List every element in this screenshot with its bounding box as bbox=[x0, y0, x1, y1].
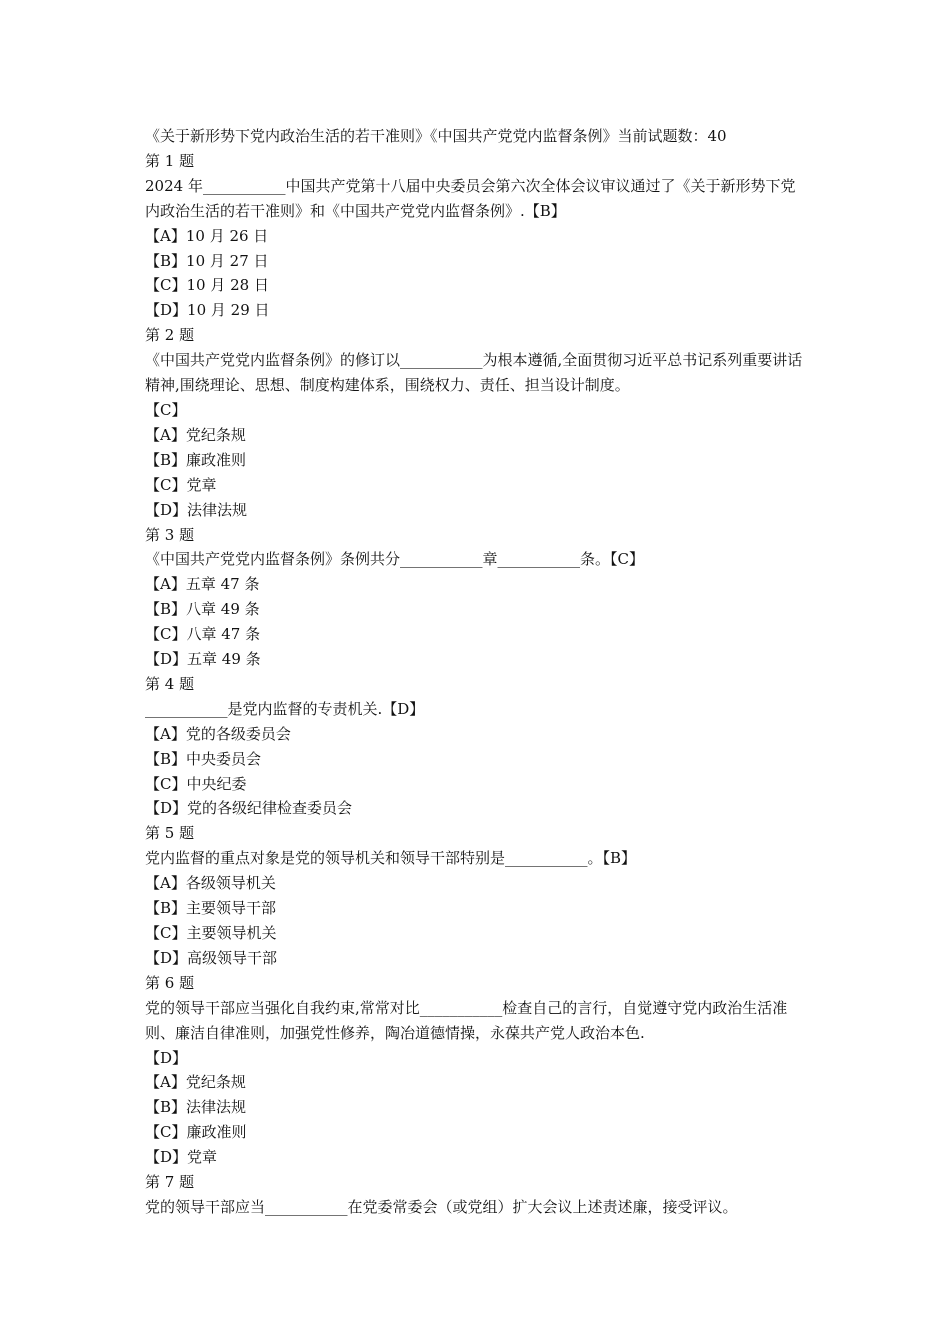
question-answer: 【D】 bbox=[145, 1048, 188, 1067]
document-header: 《关于新形势下党内政治生活的若干准则》《中国共产党党内监督条例》当前试题数：40 bbox=[145, 127, 727, 145]
option-a: 【A】五章 47 条 bbox=[145, 575, 260, 594]
question-3 bbox=[145, 523, 810, 672]
question-6 bbox=[145, 971, 810, 1170]
option-c: 【C】10 月 28 日 bbox=[145, 276, 269, 295]
question-stem: 党的领导干部应当强化自我约束,常常对比___________检查自己的言行，自觉遵守党内政治生活准则、廉洁自律准则，加强党性修养，陶冶道德情操，永葆共产党人政治本色. bbox=[145, 998, 788, 1042]
question-5 bbox=[145, 821, 810, 970]
option-b: 【B】八章 49 条 bbox=[145, 600, 260, 619]
option-d: 【D】法律法规 bbox=[145, 500, 248, 519]
option-c: 【C】中央纪委 bbox=[145, 774, 247, 793]
question-7 bbox=[145, 1170, 810, 1220]
option-b: 【B】10 月 27 日 bbox=[145, 251, 269, 270]
option-d: 【D】党的各级纪律检查委员会 bbox=[145, 799, 353, 818]
question-answer: 【C】 bbox=[145, 400, 187, 419]
option-c: 【C】廉政准则 bbox=[145, 1123, 247, 1142]
option-b: 【B】中央委员会 bbox=[145, 749, 262, 768]
question-1 bbox=[145, 149, 810, 323]
option-a: 【A】党纪条规 bbox=[145, 1073, 246, 1092]
option-d: 【D】五章 49 条 bbox=[145, 650, 261, 669]
question-number: 第 7 题 bbox=[145, 1173, 195, 1192]
question-stem: 2024 年___________中国共产党第十八届中央委员会第六次全体会议审议通过了《关于新形势下党内政治生活的若干准则》和《中国共产党党内监督条例》.【B】 bbox=[145, 176, 796, 220]
option-d: 【D】党章 bbox=[145, 1148, 218, 1167]
option-a: 【A】党纪条规 bbox=[145, 425, 246, 444]
question-stem: 《中国共产党党内监督条例》的修订以___________为根本遵循,全面贯彻习近平总书记系列重要讲话精神,围绕理论、思想、制度构建体系，围绕权力、责任、担当设计制度。 bbox=[145, 351, 803, 395]
question-number: 第 1 题 bbox=[145, 151, 195, 170]
option-c: 【C】党章 bbox=[145, 475, 217, 494]
option-d: 【D】10 月 29 日 bbox=[145, 301, 270, 320]
question-number: 第 6 题 bbox=[145, 973, 195, 992]
question-number: 第 5 题 bbox=[145, 824, 195, 843]
question-4 bbox=[145, 672, 810, 821]
option-b: 【B】主要领导干部 bbox=[145, 899, 277, 918]
document-page bbox=[145, 124, 810, 1220]
question-number: 第 3 题 bbox=[145, 525, 195, 544]
question-stem: 《中国共产党党内监督条例》条例共分___________章___________条。【C】 bbox=[145, 550, 644, 569]
question-stem: ___________是党内监督的专责机关.【D】 bbox=[145, 699, 425, 718]
question-number: 第 2 题 bbox=[145, 326, 195, 345]
question-number: 第 4 题 bbox=[145, 674, 195, 693]
question-2 bbox=[145, 323, 810, 522]
question-stem: 党的领导干部应当___________在党委常委会（或党组）扩大会议上述责述廉，接受评议。 bbox=[145, 1197, 738, 1216]
option-c: 【C】八章 47 条 bbox=[145, 625, 261, 644]
question-stem: 党内监督的重点对象是党的领导机关和领导干部特别是___________。【B】 bbox=[145, 849, 637, 868]
option-a: 【A】10 月 26 日 bbox=[145, 226, 269, 245]
option-b: 【B】法律法规 bbox=[145, 1098, 247, 1117]
option-c: 【C】主要领导机关 bbox=[145, 924, 277, 942]
option-b: 【B】廉政准则 bbox=[145, 450, 247, 469]
option-a: 【A】党的各级委员会 bbox=[145, 724, 291, 743]
option-d: 【D】高级领导干部 bbox=[145, 948, 278, 967]
option-a: 【A】各级领导机关 bbox=[145, 874, 276, 893]
